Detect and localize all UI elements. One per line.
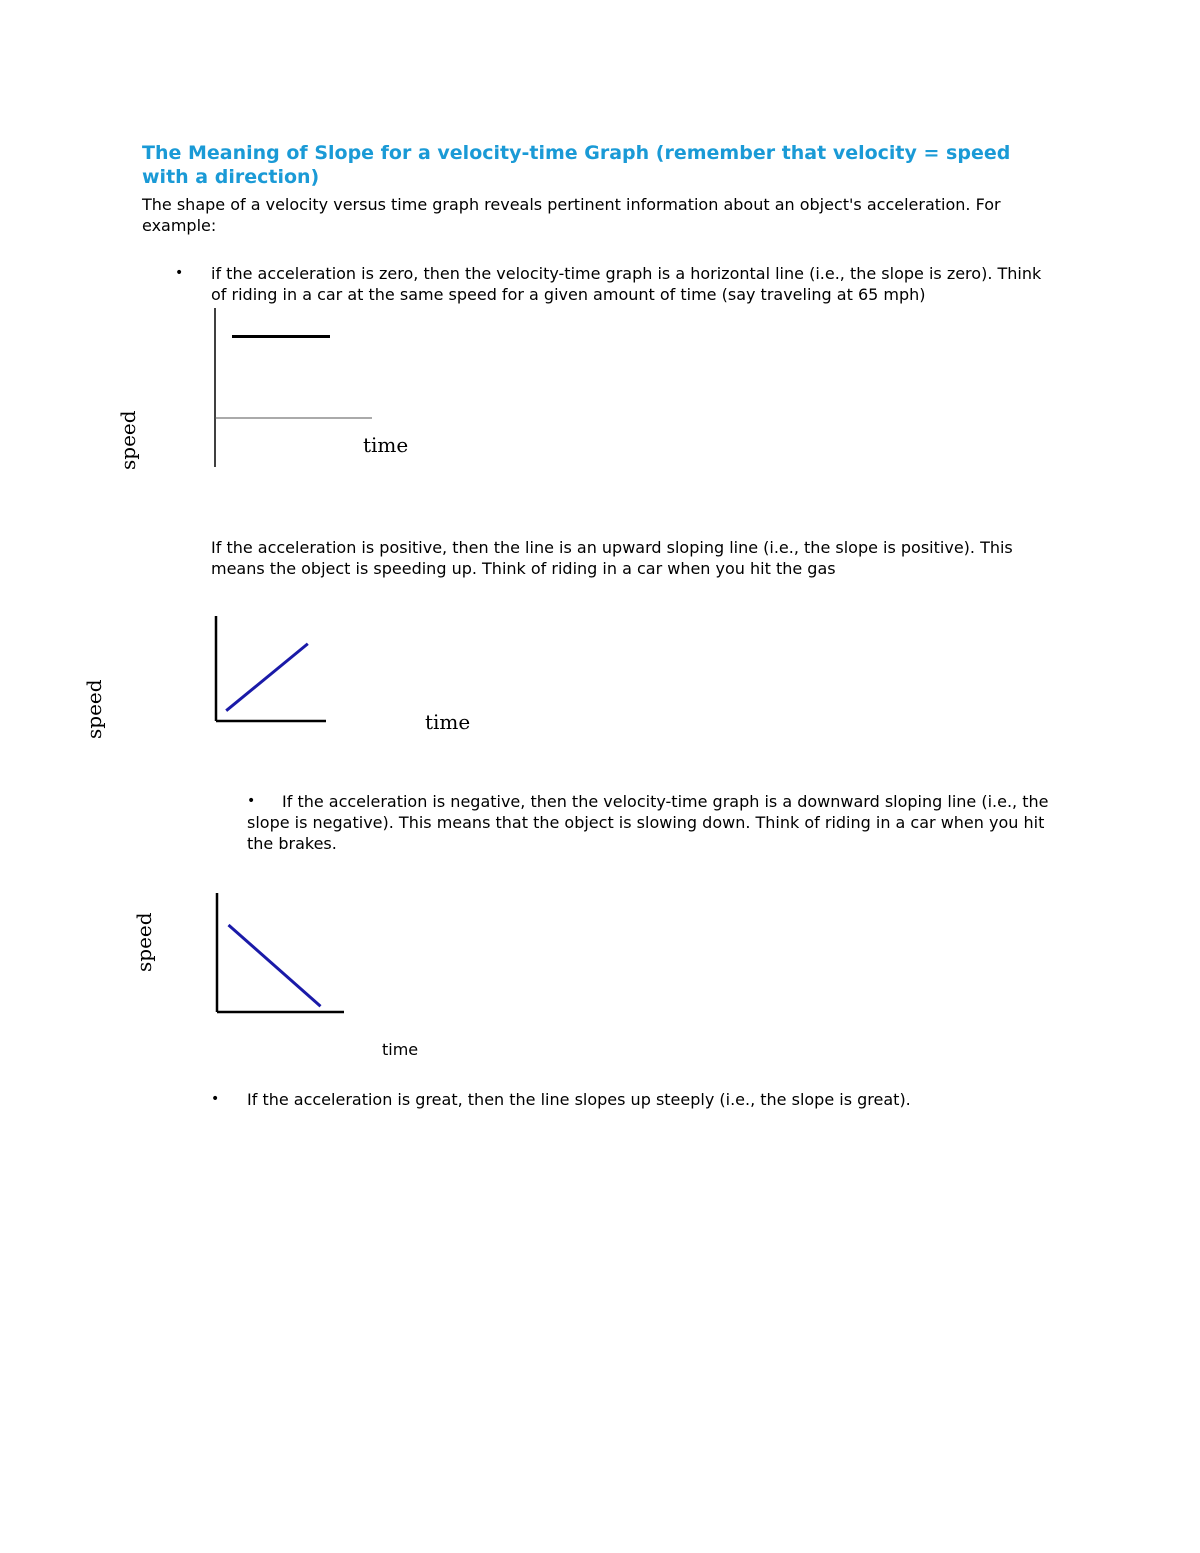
bullet-marker: • (247, 793, 256, 809)
chart3-ylabel: speed (132, 912, 156, 972)
bullet-positive-acceleration: If the acceleration is positive, then the line is an upward sloping line (i.e., the slope is positive). This means the object is speeding up. Think of riding in a car when you hit the gas (211, 538, 1013, 578)
intro-paragraph: The shape of a velocity versus time graph reveals pertinent information about an object's acceleration. For example: (142, 195, 1001, 235)
bullet-marker: • (211, 1091, 220, 1107)
chart-negative-acceleration (210, 888, 350, 1018)
chart1-ylabel: speed (116, 410, 140, 470)
bullet-negative-acceleration: If the acceleration is negative, then the velocity-time graph is a downward sloping line (i.e., the slope is negative). This means that the object is slowing down. Think of riding in a car when you hit the brakes. (247, 792, 1049, 853)
downward-data-line (229, 925, 321, 1006)
page-heading: The Meaning of Slope for a velocity-time Graph (remember that velocity = speed with a direction) (142, 142, 1011, 188)
chart-positive-acceleration (210, 612, 340, 727)
upward-data-line (226, 644, 308, 711)
chart3-xlabel: time (382, 1040, 419, 1059)
chart2-ylabel: speed (82, 679, 106, 739)
bullet-marker: • (175, 265, 184, 281)
bullet-great-acceleration: If the acceleration is great, then the line slopes up steeply (i.e., the slope is great). (247, 1090, 911, 1109)
bullet-zero-acceleration: if the acceleration is zero, then the velocity-time graph is a horizontal line (i.e., the slope is zero). Think of riding in a car at the same speed for a given amount of time (say traveling at 65 mph) (211, 264, 1042, 304)
chart2-xlabel: time (425, 710, 471, 734)
chart1-xlabel: time (363, 433, 409, 457)
